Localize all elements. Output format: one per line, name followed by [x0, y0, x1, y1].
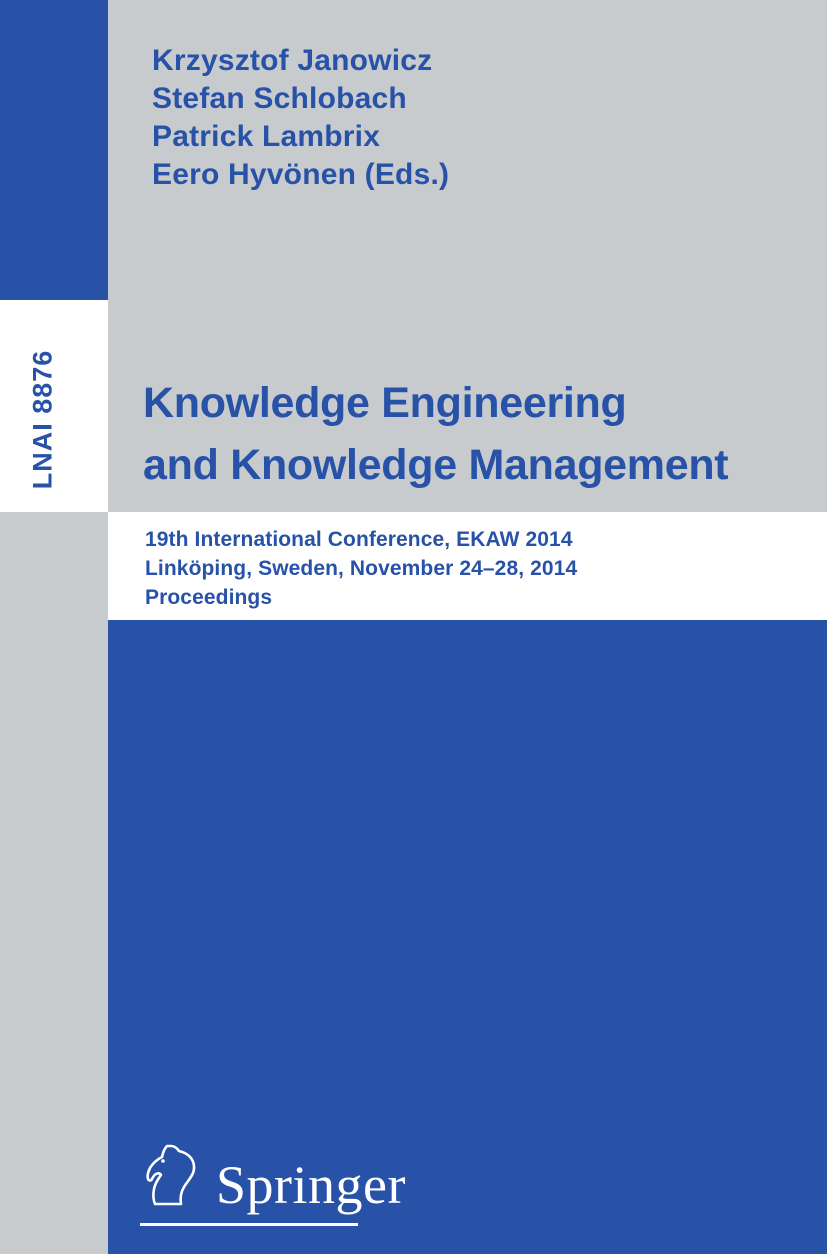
background-band-blue-topleft — [0, 0, 108, 300]
publisher-underline — [140, 1223, 358, 1226]
springer-knight-icon — [140, 1142, 202, 1214]
publisher-logo — [140, 1142, 406, 1214]
title-line: Knowledge Engineering — [143, 379, 627, 427]
knight-eye-icon — [161, 1159, 165, 1163]
page-title — [143, 372, 823, 496]
editor-name: Stefan Schlobach — [152, 82, 407, 115]
title-line: and Knowledge Management — [143, 441, 729, 489]
background-band-grey-left-lower — [0, 512, 108, 1254]
editor-name: Krzysztof Janowicz — [152, 44, 433, 77]
editor-name: Patrick Lambrix — [152, 120, 381, 153]
subtitle-line: 19th International Conference, EKAW 2014 — [145, 528, 573, 551]
editor-list — [152, 42, 772, 194]
series-volume-label: LNAI 8876 — [27, 349, 58, 490]
subtitle — [145, 525, 825, 612]
subtitle-line: Proceedings — [145, 586, 273, 609]
subtitle-line: Linköping, Sweden, November 24–28, 2014 — [145, 557, 578, 580]
publisher-name: Springer — [216, 1155, 406, 1215]
editor-name: Eero Hyvönen (Eds.) — [152, 158, 450, 191]
